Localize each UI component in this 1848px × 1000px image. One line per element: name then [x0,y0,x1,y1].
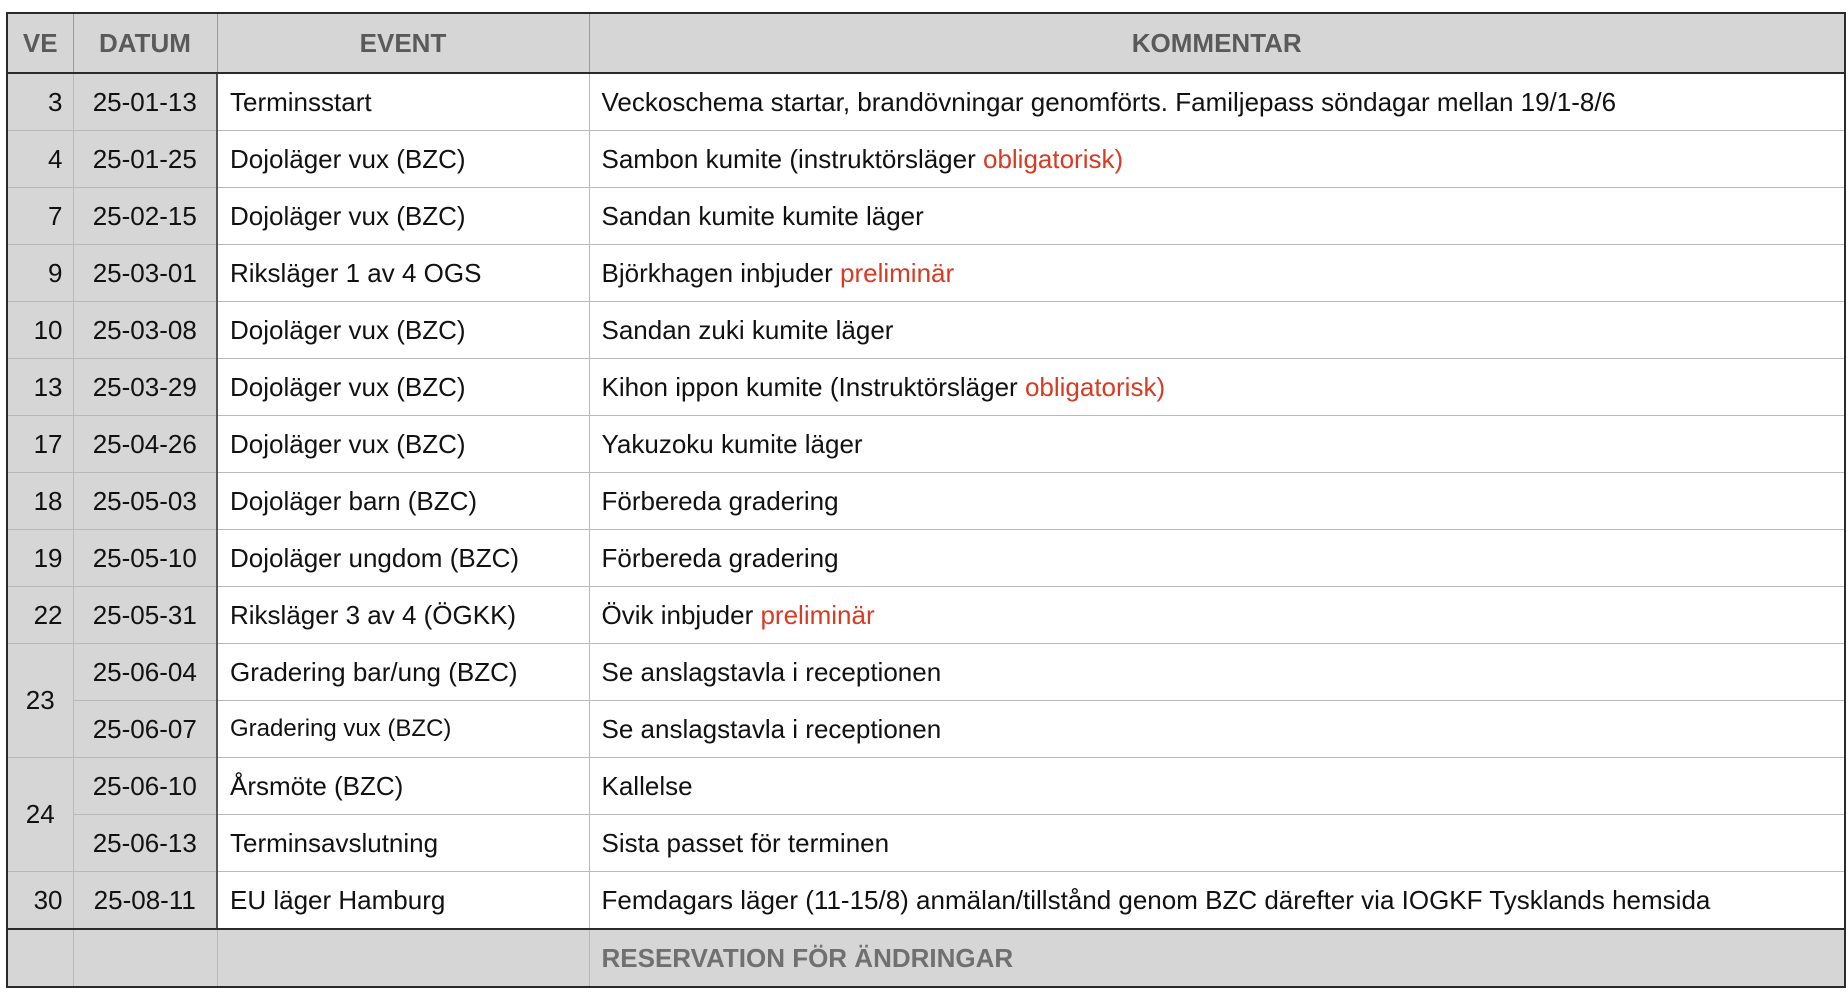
table-row [7,758,1845,815]
date-cell: 25-01-13 [73,73,217,131]
footer-empty-datum [73,929,217,987]
date-cell: 25-03-08 [73,302,217,359]
comment-cell [589,359,1845,416]
week-cell: 23 [7,644,73,758]
date-cell: 25-06-04 [73,644,217,701]
comment-text: Yakuzoku kumite läger [601,428,863,459]
comment-text: Femdagars läger (11-15/8) anmälan/tillstånd genom BZC därefter via IOGKF Tysklands hemsida [601,884,1711,915]
header-datum: DATUM [73,13,217,73]
event-cell: Dojoläger barn (BZC) [217,473,589,530]
comment-text: Kallelse [601,770,693,801]
table-row [7,416,1845,473]
date-cell: 25-03-01 [73,245,217,302]
event-cell: Dojoläger vux (BZC) [217,359,589,416]
footer-row [7,929,1845,987]
comment-cell [589,73,1845,131]
comment-cell [589,587,1845,644]
event-cell: Dojoläger ungdom (BZC) [217,530,589,587]
comment-cell [589,416,1845,473]
table-row [7,302,1845,359]
comment-cell [589,644,1845,701]
schedule-table [6,12,1846,988]
footer-empty-event [217,929,589,987]
date-cell: 25-02-15 [73,188,217,245]
comment-cell [589,530,1845,587]
comment-cell [589,188,1845,245]
event-cell: Riksläger 3 av 4 (ÖGKK) [217,587,589,644]
comment-cell [589,131,1845,188]
week-cell: 9 [7,245,73,302]
week-cell: 13 [7,359,73,416]
date-cell: 25-06-07 [73,701,217,758]
date-cell: 25-06-13 [73,815,217,872]
event-cell: Dojoläger vux (BZC) [217,302,589,359]
date-cell: 25-03-29 [73,359,217,416]
event-cell: Årsmöte (BZC) [217,758,589,815]
date-cell: 25-01-25 [73,131,217,188]
table-row [7,188,1845,245]
event-cell: Gradering bar/ung (BZC) [217,644,589,701]
table-row [7,359,1845,416]
comment-cell [589,872,1845,930]
event-cell: EU läger Hamburg [217,872,589,930]
comment-text: Se anslagstavla i receptionen [601,656,942,687]
comment-cell [589,815,1845,872]
footer-empty-ve [7,929,73,987]
comment-text: Förbereda gradering [601,542,839,573]
comment-text: Förbereda gradering [601,485,839,516]
week-cell: 17 [7,416,73,473]
event-cell: Terminsavslutning [217,815,589,872]
week-cell: 19 [7,530,73,587]
event-cell: Gradering vux (BZC) [217,701,589,758]
week-cell: 3 [7,73,73,131]
date-cell: 25-04-26 [73,416,217,473]
comment-text: Se anslagstavla i receptionen [601,713,942,744]
comment-text: Björkhagen inbjuder [601,257,840,288]
week-cell: 30 [7,872,73,930]
table-row [7,587,1845,644]
date-cell: 25-05-31 [73,587,217,644]
event-cell: Dojoläger vux (BZC) [217,188,589,245]
comment-highlight: preliminär [760,599,875,630]
comment-highlight: obligatorisk) [982,143,1124,174]
table-row [7,701,1845,758]
comment-text: Veckoschema startar, brandövningar genomförts. Familjepass söndagar mellan 19/1-8/6 [601,86,1617,117]
table-row [7,530,1845,587]
comment-cell [589,701,1845,758]
table-row [7,815,1845,872]
comment-highlight: obligatorisk) [1024,371,1166,402]
event-cell: Dojoläger vux (BZC) [217,131,589,188]
comment-text: Kihon ippon kumite (Instruktörsläger [601,371,1025,402]
comment-text: Sandan kumite kumite läger [601,200,924,231]
comment-text: Övik inbjuder [601,599,761,630]
schedule-table-container [6,12,1844,988]
comment-highlight: preliminär [840,257,955,288]
week-cell: 4 [7,131,73,188]
date-cell: 25-05-03 [73,473,217,530]
week-cell: 22 [7,587,73,644]
comment-text: Sista passet för terminen [601,827,890,858]
table-row [7,245,1845,302]
date-cell: 25-08-11 [73,872,217,930]
comment-cell [589,302,1845,359]
table-row [7,872,1845,930]
event-cell: Riksläger 1 av 4 OGS [217,245,589,302]
table-row [7,473,1845,530]
week-cell: 24 [7,758,73,872]
event-cell: Terminsstart [217,73,589,131]
comment-text: Sandan zuki kumite läger [601,314,894,345]
header-ve: VE [7,13,73,73]
table-row [7,73,1845,131]
event-cell: Dojoläger vux (BZC) [217,416,589,473]
footer-note: RESERVATION FÖR ÄNDRINGAR [589,929,1845,987]
date-cell: 25-06-10 [73,758,217,815]
week-cell: 7 [7,188,73,245]
header-kommentar: KOMMENTAR [589,13,1845,73]
header-event: EVENT [217,13,589,73]
header-row [7,13,1845,73]
comment-cell [589,245,1845,302]
comment-text: Sambon kumite (instruktörsläger [601,143,983,174]
week-cell: 18 [7,473,73,530]
table-row [7,644,1845,701]
comment-cell [589,758,1845,815]
table-row [7,131,1845,188]
comment-cell [589,473,1845,530]
date-cell: 25-05-10 [73,530,217,587]
week-cell: 10 [7,302,73,359]
